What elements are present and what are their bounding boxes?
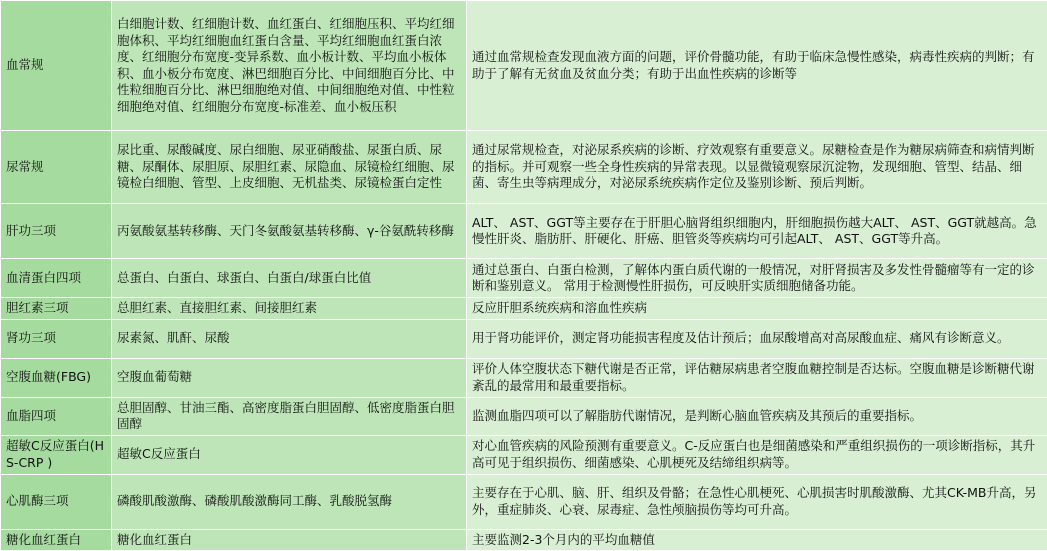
table-row	[1, 358, 1047, 397]
row-name-cell: 超敏C反应蛋白(HS-CRP )	[1, 435, 112, 474]
row-name-cell: 血脂四项	[1, 397, 112, 435]
row-desc-cell: 监测血脂四项可以了解脂肪代谢情况，是判断心脑血管疾病及其预后的重要指标。	[467, 397, 1047, 435]
table-row	[1, 474, 1047, 529]
row-name-cell: 肝功三项	[1, 204, 112, 259]
row-items-cell: 丙氨酸氨基转移酶、天门冬氨酸氨基转移酶、γ-谷氨酰转移酶	[112, 204, 467, 259]
table-row	[1, 435, 1047, 474]
row-name-cell: 血常规	[1, 1, 112, 131]
row-desc-cell: ALT、 AST、GGT等主要存在于肝胆心脑肾组织细胞内，肝细胞损伤越大ALT、 AST、GGT就越高。急慢性肝炎、脂肪肝、肝硬化、肝癌、胆管炎等疾病均可引起ALT、 AST、GGT等升高。	[467, 204, 1047, 259]
row-desc-cell: 反应肝胆系统疾病和溶血性疾病	[467, 298, 1047, 320]
row-items-cell: 尿比重、尿酸碱度、尿白细胞、尿亚硝酸盐、尿蛋白质、尿糖、尿酮体、尿胆原、尿胆红素、尿隐血、尿镜检红细胞、尿镜检白细胞、管型、上皮细胞、无机盐类、尿镜检蛋白定性	[112, 131, 467, 204]
row-name-cell: 尿常规	[1, 131, 112, 204]
row-desc-cell: 通过总蛋白、白蛋白检测，了解体内蛋白质代谢的一般情况，对肝肾损害及多发性骨髓瘤等有一定的诊断和鉴别意义。 常用于检测慢性肝损伤，可反映肝实质细胞储备功能。	[467, 259, 1047, 298]
row-items-cell: 总蛋白、白蛋白、球蛋白、白蛋白/球蛋白比值	[112, 259, 467, 298]
table-row	[1, 1, 1047, 131]
row-desc-cell: 用于肾功能评价，测定肾功能损害程度及估计预后；血尿酸增高对高尿酸血症、痛风有诊断意义。	[467, 319, 1047, 358]
row-desc-cell: 主要监测2-3个月内的平均血糖值	[467, 529, 1047, 551]
table-row	[1, 319, 1047, 358]
row-items-cell: 磷酸肌酸激酶、磷酸肌酸激酶同工酶、乳酸脱氢酶	[112, 474, 467, 529]
row-items-cell: 白细胞计数、红细胞计数、血红蛋白、红细胞压积、平均红细胞体积、平均红细胞血红蛋白含量、平均红细胞血红蛋白浓度、红细胞分布宽度-变异系数、血小板计数、平均血小板体积、血小板分布宽度、淋巴细胞百分比、中间细胞百分比、中性粒细胞百分比、淋巴细胞绝对值、中间细胞绝对值、中性粒细胞绝对值、红细胞分布宽度-标准差、血小板压积	[112, 1, 467, 131]
table-row	[1, 298, 1047, 320]
row-items-cell: 超敏C反应蛋白	[112, 435, 467, 474]
row-name-cell: 血清蛋白四项	[1, 259, 112, 298]
row-name-cell: 糖化血红蛋白	[1, 529, 112, 551]
row-items-cell: 总胆固醇、甘油三酯、高密度脂蛋白胆固醇、低密度脂蛋白胆固醇	[112, 397, 467, 435]
row-desc-cell: 通过血常规检查发现血液方面的问题，评价骨髓功能，有助于临床急慢性感染，病毒性疾病的判断；有助于了解有无贫血及贫血分类；有助于出血性疾病的诊断等	[467, 1, 1047, 131]
row-desc-cell: 主要存在于心肌、脑、肝、组织及骨骼；在急性心肌梗死、心肌损害时肌酸激酶、尤其CK-MB升高，另外，重症肺炎、心衰、尿毒症、急性颅脑损伤等均可升高。	[467, 474, 1047, 529]
table-row	[1, 204, 1047, 259]
row-name-cell: 肾功三项	[1, 319, 112, 358]
table-row	[1, 131, 1047, 204]
row-items-cell: 总胆红素、直接胆红素、间接胆红素	[112, 298, 467, 320]
row-items-cell: 尿素氮、肌酐、尿酸	[112, 319, 467, 358]
table-row	[1, 397, 1047, 435]
row-desc-cell: 通过尿常规检查，对泌尿系疾病的诊断、疗效观察有重要意义。尿糖检查是作为糖尿病筛查和病情判断的指标。并可观察一些全身性疾病的异常表现。以显微镜观察尿沉淀物，发现细胞、管型、结晶、细菌、寄生虫等病理成分，对泌尿系统疾病作定位及鉴别诊断、预后判断。	[467, 131, 1047, 204]
row-items-cell: 空腹血葡萄糖	[112, 358, 467, 397]
row-desc-cell: 对心血管疾病的风险预测有重要意义。C-反应蛋白也是细菌感染和严重组织损伤的一项诊断指标，其升高可见于组织损伤、细菌感染、心肌梗死及结缔组织病等。	[467, 435, 1047, 474]
row-name-cell: 胆红素三项	[1, 298, 112, 320]
row-desc-cell: 评价人体空腹状态下糖代谢是否正常，评估糖尿病患者空腹血糖控制是否达标。空腹血糖是诊断糖代谢紊乱的最常用和最重要指标。	[467, 358, 1047, 397]
row-name-cell: 空腹血糖(FBG)	[1, 358, 112, 397]
table-row	[1, 529, 1047, 551]
table-row	[1, 259, 1047, 298]
row-items-cell: 糖化血红蛋白	[112, 529, 467, 551]
row-name-cell: 心肌酶三项	[1, 474, 112, 529]
